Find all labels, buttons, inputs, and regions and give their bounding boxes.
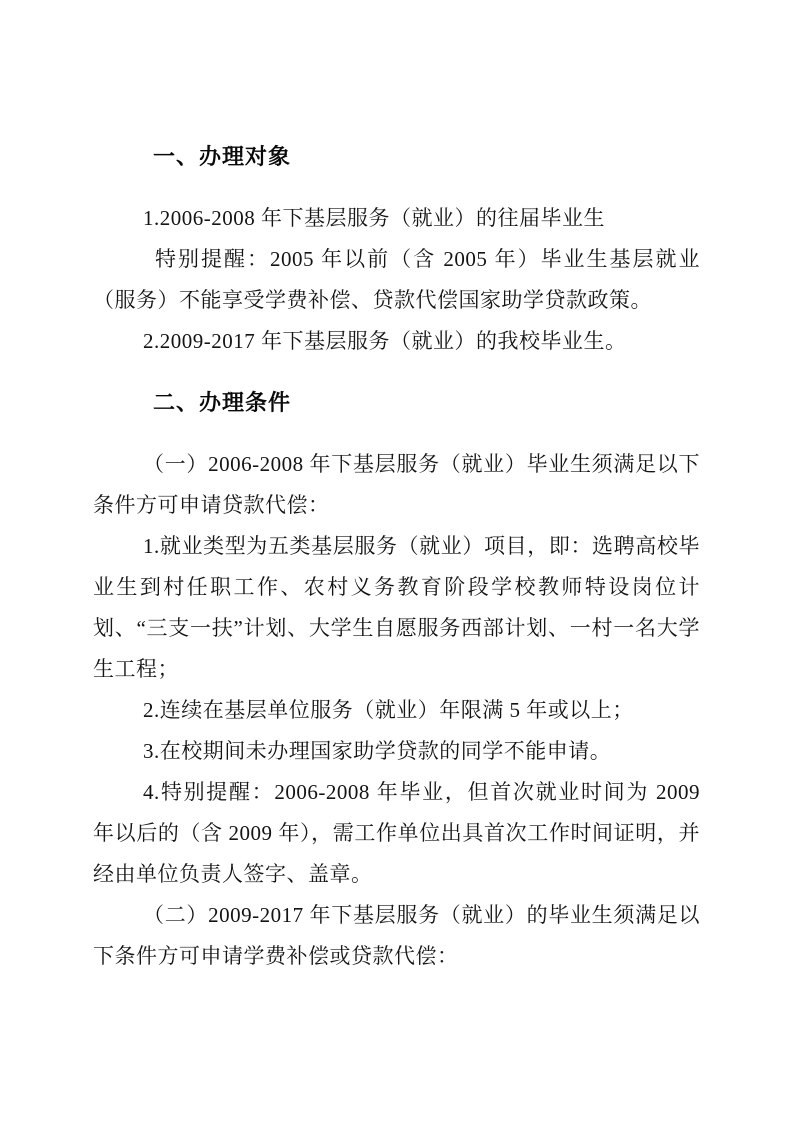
paragraph-condition-1: 1.就业类型为五类基层服务（就业）项目，即：选聘高校毕业生到村任职工作、农村义务教育阶段学校教师特设岗位计划、“三支一扶”计划、大学生自愿服务西部计划、一村一名大学生工程； [93,534,700,681]
section-banli-tiaojian [93,388,700,977]
paragraph-condition-3: 3.在校期间未办理国家助学贷款的同学不能申请。 [143,739,612,763]
paragraph-condition-4-note: 4.特别提醒：2006-2008 年毕业，但首次就业时间为 2009 年以后的（含 2009 年），需工作单位出具首次工作时间证明，并经由单位负责人签字、盖章。 [93,780,700,886]
section-heading-banli-duixiang: 一、办理对象 [153,144,292,169]
paragraph-subsection-one: （一）2006-2008 年下基层服务（就业）毕业生须满足以下条件方可申请贷款代偿： [93,452,700,517]
paragraph-condition-2: 2.连续在基层单位服务（就业）年限满 5 年或以上； [143,698,634,722]
section-heading-banli-tiaojian: 二、办理条件 [153,390,292,415]
section-banli-duixiang [93,142,700,362]
paragraph-special-note: 特别提醒：2005 年以前（含 2005 年）毕业生基层就业（服务）不能享受学费补偿、贷款代偿国家助学贷款政策。 [93,247,700,312]
paragraph-item-1: 1.2006-2008 年下基层服务（就业）的往届毕业生 [143,206,605,230]
paragraph-item-2: 2.2009-2017 年下基层服务（就业）的我校毕业生。 [143,329,627,353]
paragraph-subsection-two: （二）2009-2017 年下基层服务（就业）的毕业生须满足以下条件方可申请学费补偿或贷款代偿： [93,903,700,968]
